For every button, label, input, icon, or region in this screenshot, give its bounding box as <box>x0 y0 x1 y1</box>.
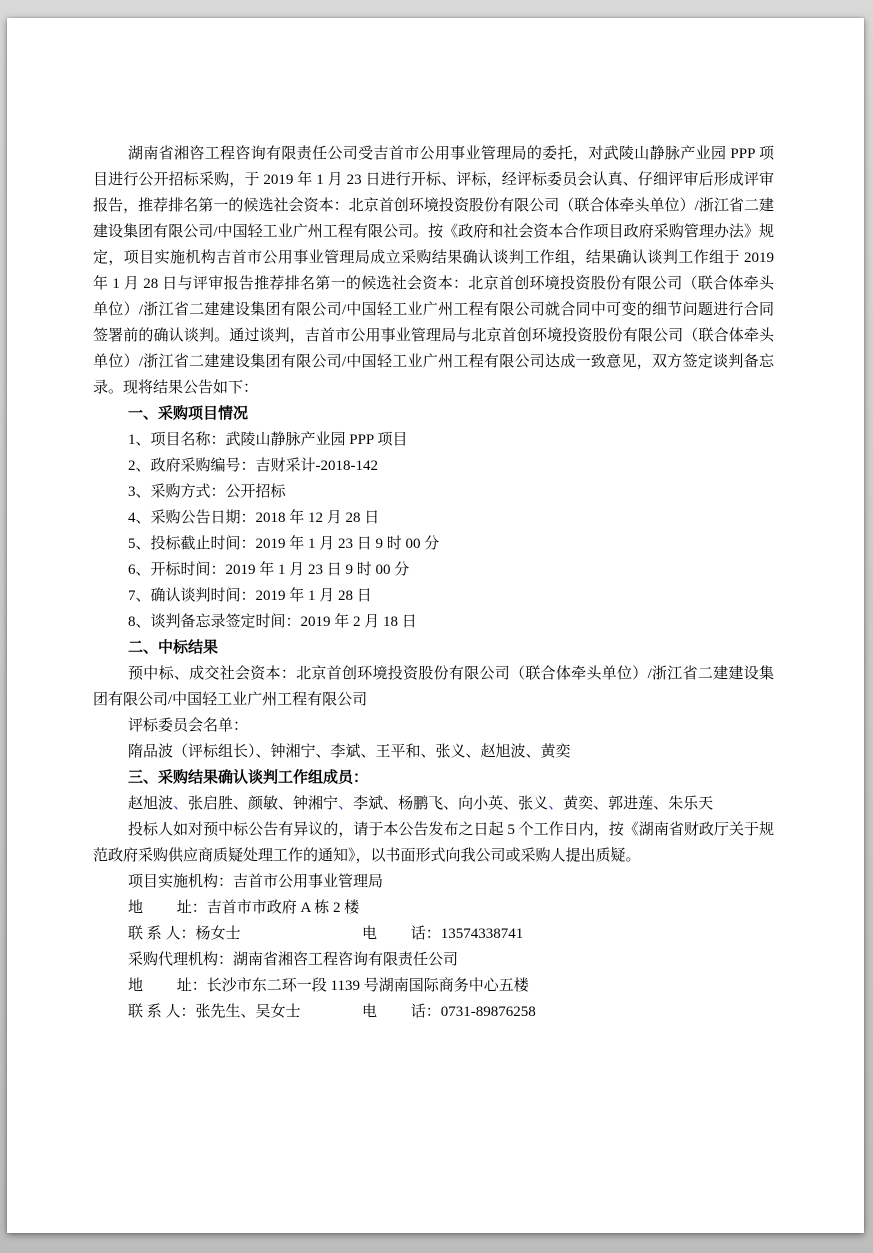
item-bid-opening-time: 6、开标时间：2019 年 1 月 23 日 9 时 00 分 <box>128 562 410 578</box>
member-names-text: 张启胜、颜敏、钟湘宁 <box>188 796 339 812</box>
agent-contact-line <box>93 999 774 1025</box>
section1-heading: 一、采购项目情况 <box>128 406 249 422</box>
link-colored-separator: 、 <box>173 796 189 812</box>
member-names-text: 赵旭波 <box>128 796 174 812</box>
link-colored-separator: 、 <box>338 796 354 812</box>
objection-paragraph: 投标人如对预中标公告有异议的，请于本公告发布之日起 5 个工作日内，按《湖南省财政厅关于规范政府采购供应商质疑处理工作的通知》，以书面形式向我公司或采购人提出质疑。 <box>93 822 774 864</box>
member-names-text: 李斌、杨鹏飞、向小英、张义 <box>353 796 549 812</box>
agency-contact-person: 联 系 人：杨女士 <box>128 926 241 942</box>
link-colored-separator: 、 <box>548 796 564 812</box>
section3-heading: 三、采购结果确认谈判工作组成员： <box>128 770 369 786</box>
evaluation-committee-members: 隋品波（评标组长）、钟湘宁、李斌、王平和、张义、赵旭波、黄奕 <box>128 744 571 760</box>
section2-heading: 二、中标结果 <box>128 640 219 656</box>
award-result-paragraph: 预中标、成交社会资本：北京首创环境投资股份有限公司（联合体牵头单位）/浙江省二建建设集团有限公司/中国轻工业广州工程有限公司 <box>93 666 774 708</box>
item-procurement-method: 3、采购方式：公开招标 <box>128 484 286 500</box>
agency-address-line: 地 址：吉首市市政府 A 栋 2 楼 <box>128 900 360 916</box>
item-announcement-date: 4、采购公告日期：2018 年 12 月 28 日 <box>128 510 380 526</box>
intro-paragraph: 湖南省湘咨工程咨询有限责任公司受吉首市公用事业管理局的委托，对武陵山静脉产业园 PPP 项目进行公开招标采购，于 2019 年 1 月 23 日进行开标、评标，经评标委员会认真、仔细评审后形成评审报告，推荐排名第一的候选社会资本：北京首创环境投资股份有限公司（联合体牵头单位）/浙江省二建建设集团有限公司/中国轻工业广州工程有限公司。按《政府和社会资本合作项目政府采购管理办法》规定，项目实施机构吉首市公用事业管理局成立采购结果确认谈判工作组，结果确认谈判工作组于 2019 年 1 月 28 日与评审报告推荐排名第一的候选社会资本：北京首创环境投资股份有限公司（联合体牵头单位）/浙江省二建建设集团有限公司/中国轻工业广州工程有限公司就合同中可变的细节问题进行合同签署前的确认谈判。通过谈判，吉首市公用事业管理局与北京首创环境投资股份有限公司（联合体牵头单位）/浙江省二建建设集团有限公司/中国轻工业广州工程有限公司达成一致意见，双方签定谈判备忘录。现将结果公告如下： <box>93 146 774 396</box>
agent-phone: 电 话：0731-89876258 <box>362 1004 536 1020</box>
item-project-name: 1、项目名称：武陵山静脉产业园 PPP 项目 <box>128 432 408 448</box>
item-memorandum-signing-time: 8、谈判备忘录签定时间：2019 年 2 月 18 日 <box>128 614 417 630</box>
evaluation-committee-label: 评标委员会名单： <box>128 718 249 734</box>
member-names-text: 黄奕、郭进莲、朱乐天 <box>563 796 714 812</box>
item-confirmation-negotiation-time: 7、确认谈判时间：2019 年 1 月 28 日 <box>128 588 372 604</box>
negotiation-workgroup-members <box>93 791 774 817</box>
item-bid-deadline: 5、投标截止时间：2019 年 1 月 23 日 9 时 00 分 <box>128 536 440 552</box>
document-content <box>7 18 864 1233</box>
procurement-agent-line: 采购代理机构：湖南省湘咨工程咨询有限责任公司 <box>128 952 459 968</box>
document-page <box>7 18 864 1233</box>
agency-phone: 电 话：13574338741 <box>362 926 524 942</box>
agent-address-line: 地 址：长沙市东二环一段 1139 号湖南国际商务中心五楼 <box>128 978 529 994</box>
agency-contact-line <box>93 921 774 947</box>
item-procurement-number: 2、政府采购编号：吉财采计-2018-142 <box>128 458 378 474</box>
agent-contact-person: 联 系 人：张先生、吴女士 <box>128 1004 301 1020</box>
implementing-agency-line: 项目实施机构：吉首市公用事业管理局 <box>128 874 384 890</box>
